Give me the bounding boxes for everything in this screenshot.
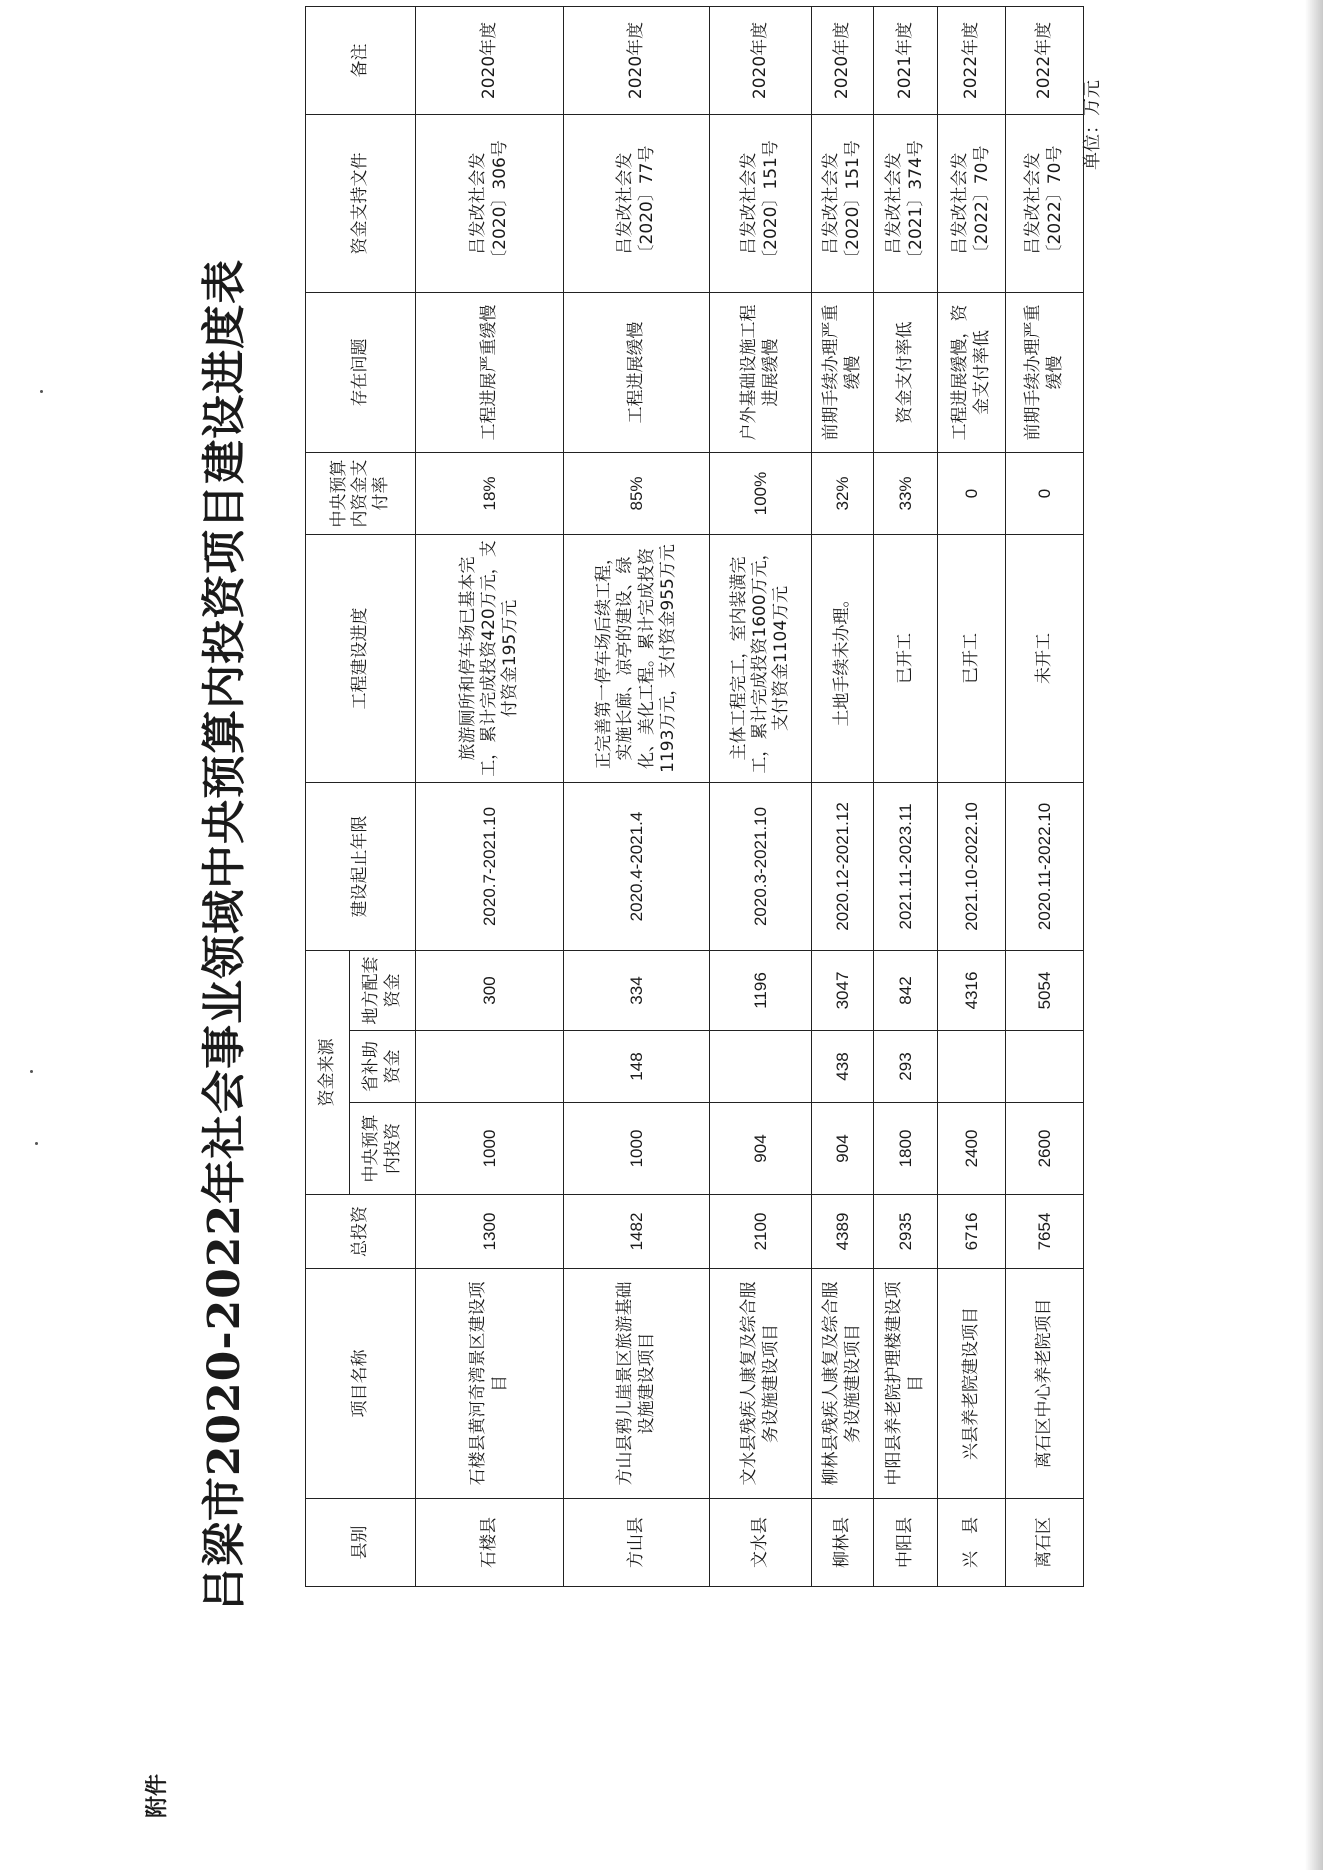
cell-county: 石楼县 <box>416 1499 564 1587</box>
cell-payment-rate: 0 <box>938 452 1006 534</box>
table-row <box>938 6 1006 1586</box>
cell-central: 904 <box>710 1103 812 1195</box>
cell-document: 吕发改社会发〔2022〕70号 <box>938 114 1006 292</box>
cell-remarks: 2021年度 <box>874 6 938 114</box>
cell-remarks: 2022年度 <box>1006 6 1084 114</box>
cell-period: 2020.11-2022.10 <box>1006 782 1084 950</box>
cell-progress: 土地手续未办理。 <box>812 534 874 782</box>
cell-central: 1000 <box>416 1103 564 1195</box>
cell-payment-rate: 85% <box>564 452 710 534</box>
table-row <box>416 6 564 1586</box>
header-total: 总投资 <box>306 1195 416 1269</box>
table-row <box>812 6 874 1586</box>
cell-local: 300 <box>416 950 564 1030</box>
cell-total: 1300 <box>416 1195 564 1269</box>
cell-total: 4389 <box>812 1195 874 1269</box>
cell-provincial: 438 <box>812 1031 874 1103</box>
cell-issues: 工程进展缓慢，资金支付率低 <box>938 292 1006 452</box>
cell-payment-rate: 18% <box>416 452 564 534</box>
document-title: 吕梁市2020-2022年社会事业领域中央预算内投资项目建设进度表 <box>199 258 250 1612</box>
cell-period: 2020.4-2021.4 <box>564 782 710 950</box>
cell-project: 中阳县养老院护理楼建设项目 <box>874 1269 938 1499</box>
cell-county: 文水县 <box>710 1499 812 1587</box>
cell-progress: 正完善第一停车场后续工程，实施长廊、凉亭的建设、绿化、美化工程。累计完成投资1193万元，支付资金955万元 <box>564 534 710 782</box>
cell-local: 3047 <box>812 950 874 1030</box>
cell-progress: 旅游厕所和停车场已基本完工，累计完成投资420万元，支付资金195万元 <box>416 534 564 782</box>
cell-issues: 工程进展缓慢 <box>564 292 710 452</box>
header-document: 资金支持文件 <box>306 114 416 292</box>
cell-period: 2020.7-2021.10 <box>416 782 564 950</box>
cell-county: 柳林县 <box>812 1499 874 1587</box>
cell-total: 6716 <box>938 1195 1006 1269</box>
cell-issues: 工程进展严重缓慢 <box>416 292 564 452</box>
cell-county: 离石区 <box>1006 1499 1084 1587</box>
cell-document: 吕发改社会发〔2022〕70号 <box>1006 114 1084 292</box>
cell-progress: 未开工 <box>1006 534 1084 782</box>
cell-central: 2400 <box>938 1103 1006 1195</box>
cell-remarks: 2020年度 <box>416 6 564 114</box>
cell-document: 吕发改社会发〔2021〕374号 <box>874 114 938 292</box>
cell-document: 吕发改社会发〔2020〕151号 <box>710 114 812 292</box>
cell-provincial <box>710 1031 812 1103</box>
header-issues: 存在问题 <box>306 292 416 452</box>
cell-progress: 已开工 <box>874 534 938 782</box>
header-progress: 工程建设进度 <box>306 534 416 782</box>
cell-central: 2600 <box>1006 1103 1084 1195</box>
cell-local: 4316 <box>938 950 1006 1030</box>
cell-county: 中阳县 <box>874 1499 938 1587</box>
cell-total: 2100 <box>710 1195 812 1269</box>
cell-central: 1800 <box>874 1103 938 1195</box>
table-row <box>874 6 938 1586</box>
cell-issues: 资金支付率低 <box>874 292 938 452</box>
header-remarks: 备注 <box>306 6 416 114</box>
cell-period: 2020.3-2021.10 <box>710 782 812 950</box>
header-period: 建设起止年限 <box>306 782 416 950</box>
cell-payment-rate: 33% <box>874 452 938 534</box>
cell-issues: 户外基础设施工程进展缓慢 <box>710 292 812 452</box>
unit-label: 单位：万元 <box>1082 80 1103 170</box>
header-central: 中央预算内投资 <box>350 1103 416 1195</box>
cell-local: 334 <box>564 950 710 1030</box>
table-row <box>564 6 710 1586</box>
header-provincial: 省补助资金 <box>350 1031 416 1103</box>
cell-county: 方山县 <box>564 1499 710 1587</box>
header-county: 县别 <box>306 1499 416 1587</box>
cell-local: 5054 <box>1006 950 1084 1030</box>
cell-payment-rate: 0 <box>1006 452 1084 534</box>
cell-project: 兴县养老院建设项目 <box>938 1269 1006 1499</box>
cell-period: 2021.11-2023.11 <box>874 782 938 950</box>
cell-total: 7654 <box>1006 1195 1084 1269</box>
cell-progress: 主体工程完工，室内装潢完工，累计完成投资1600万元，支付资金1104万元 <box>710 534 812 782</box>
cell-issues: 前期手续办理严重缓慢 <box>1006 292 1084 452</box>
cell-local: 842 <box>874 950 938 1030</box>
cell-county: 兴 县 <box>938 1499 1006 1587</box>
cell-central: 904 <box>812 1103 874 1195</box>
header-payment-rate: 中央预算内资金支付率 <box>306 452 416 534</box>
cell-provincial <box>1006 1031 1084 1103</box>
attachment-label: 附件 <box>144 1773 170 1818</box>
cell-remarks: 2020年度 <box>710 6 812 114</box>
cell-project: 柳林县残疾人康复及综合服务设施建设项目 <box>812 1269 874 1499</box>
progress-table <box>305 6 1084 1587</box>
table-row <box>710 6 812 1586</box>
cell-project: 石楼县黄河奇湾景区建设项目 <box>416 1269 564 1499</box>
cell-period: 2021.10-2022.10 <box>938 782 1006 950</box>
cell-local: 1196 <box>710 950 812 1030</box>
cell-document: 吕发改社会发〔2020〕306号 <box>416 114 564 292</box>
cell-remarks: 2020年度 <box>564 6 710 114</box>
header-local: 地方配套资金 <box>350 950 416 1030</box>
cell-provincial: 148 <box>564 1031 710 1103</box>
cell-payment-rate: 100% <box>710 452 812 534</box>
cell-period: 2020.12-2021.12 <box>812 782 874 950</box>
cell-total: 1482 <box>564 1195 710 1269</box>
cell-progress: 已开工 <box>938 534 1006 782</box>
cell-project: 方山县鸦儿崖景区旅游基础设施建设项目 <box>564 1269 710 1499</box>
cell-project: 文水县残疾人康复及综合服务设施建设项目 <box>710 1269 812 1499</box>
cell-remarks: 2020年度 <box>812 6 874 114</box>
cell-provincial <box>938 1031 1006 1103</box>
cell-payment-rate: 32% <box>812 452 874 534</box>
cell-remarks: 2022年度 <box>938 6 1006 114</box>
table-row <box>1006 6 1084 1586</box>
table-header-row <box>306 6 350 1586</box>
cell-provincial <box>416 1031 564 1103</box>
cell-project: 离石区中心养老院项目 <box>1006 1269 1084 1499</box>
cell-total: 2935 <box>874 1195 938 1269</box>
cell-provincial: 293 <box>874 1031 938 1103</box>
cell-document: 吕发改社会发〔2020〕77号 <box>564 114 710 292</box>
header-funding-source: 资金来源 <box>306 950 350 1194</box>
cell-document: 吕发改社会发〔2020〕151号 <box>812 114 874 292</box>
cell-central: 1000 <box>564 1103 710 1195</box>
cell-issues: 前期手续办理严重缓慢 <box>812 292 874 452</box>
header-project: 项目名称 <box>306 1269 416 1499</box>
